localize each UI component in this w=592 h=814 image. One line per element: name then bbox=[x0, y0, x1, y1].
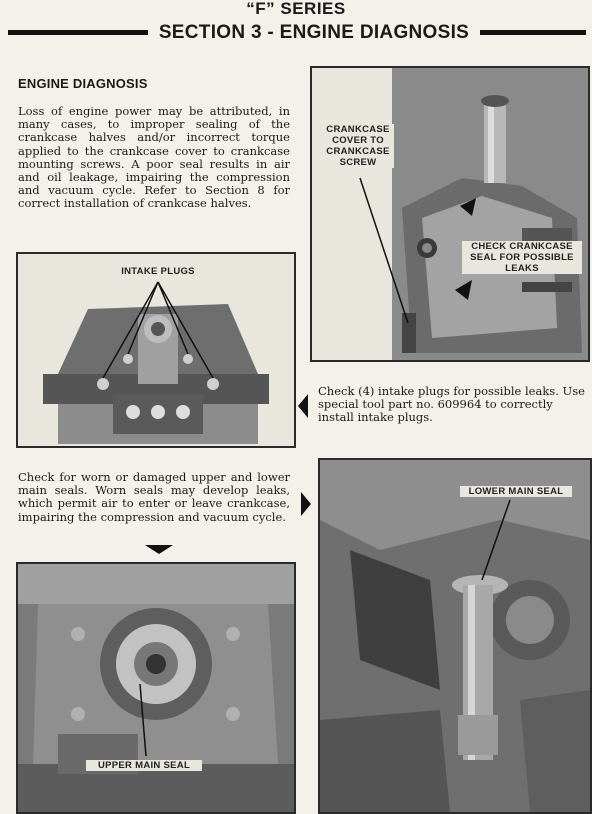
right-rule bbox=[480, 30, 586, 35]
upper-main-seal-photo bbox=[16, 562, 296, 814]
pointer-left-icon bbox=[298, 394, 308, 418]
lower-main-seal-label: LOWER MAIN SEAL bbox=[460, 486, 572, 497]
section-header bbox=[8, 20, 586, 46]
main-seals-paragraph: Check for worn or damaged upper and lower main seals. Worn seals may develop leaks, which permit air to enter or leave crankcase, impairing the compression and vacuum cycle. bbox=[18, 470, 290, 524]
crankcase-photo bbox=[310, 66, 590, 362]
intake-plugs-label: INTAKE PLUGS bbox=[110, 266, 206, 277]
crankcase-screw-label: CRANKCASE COVER TO CRANKCASE SCREW bbox=[322, 124, 394, 168]
upper-main-seal-label: UPPER MAIN SEAL bbox=[86, 760, 202, 771]
intro-paragraph: Loss of engine power may be attributed, in many cases, to improper sealing of the crankcase halves and/or incorrect torque applied to the crankcase cover to crankcase mounting screws. A poor seal results in air and oil leakage, impairing the compression and vacuum cycle. Refer to Section 8 for correct installation of crankcase halves. bbox=[18, 104, 290, 211]
pointer-right-icon bbox=[301, 492, 311, 516]
pointer-down-icon bbox=[145, 545, 173, 554]
intake-plugs-caption: Check (4) intake plugs for possible leaks. Use special tool part no. 609964 to correctly install intake plugs. bbox=[318, 384, 585, 425]
series-title: “F” SERIES bbox=[246, 0, 346, 18]
intake-plugs-photo bbox=[16, 252, 296, 448]
left-rule bbox=[8, 30, 148, 35]
engine-diagnosis-heading: ENGINE DIAGNOSIS bbox=[18, 76, 148, 91]
section-title: SECTION 3 - ENGINE DIAGNOSIS bbox=[158, 22, 470, 43]
check-seal-label: CHECK CRANKCASE SEAL FOR POSSIBLE LEAKS bbox=[462, 241, 582, 274]
lower-main-seal-photo bbox=[318, 458, 592, 814]
